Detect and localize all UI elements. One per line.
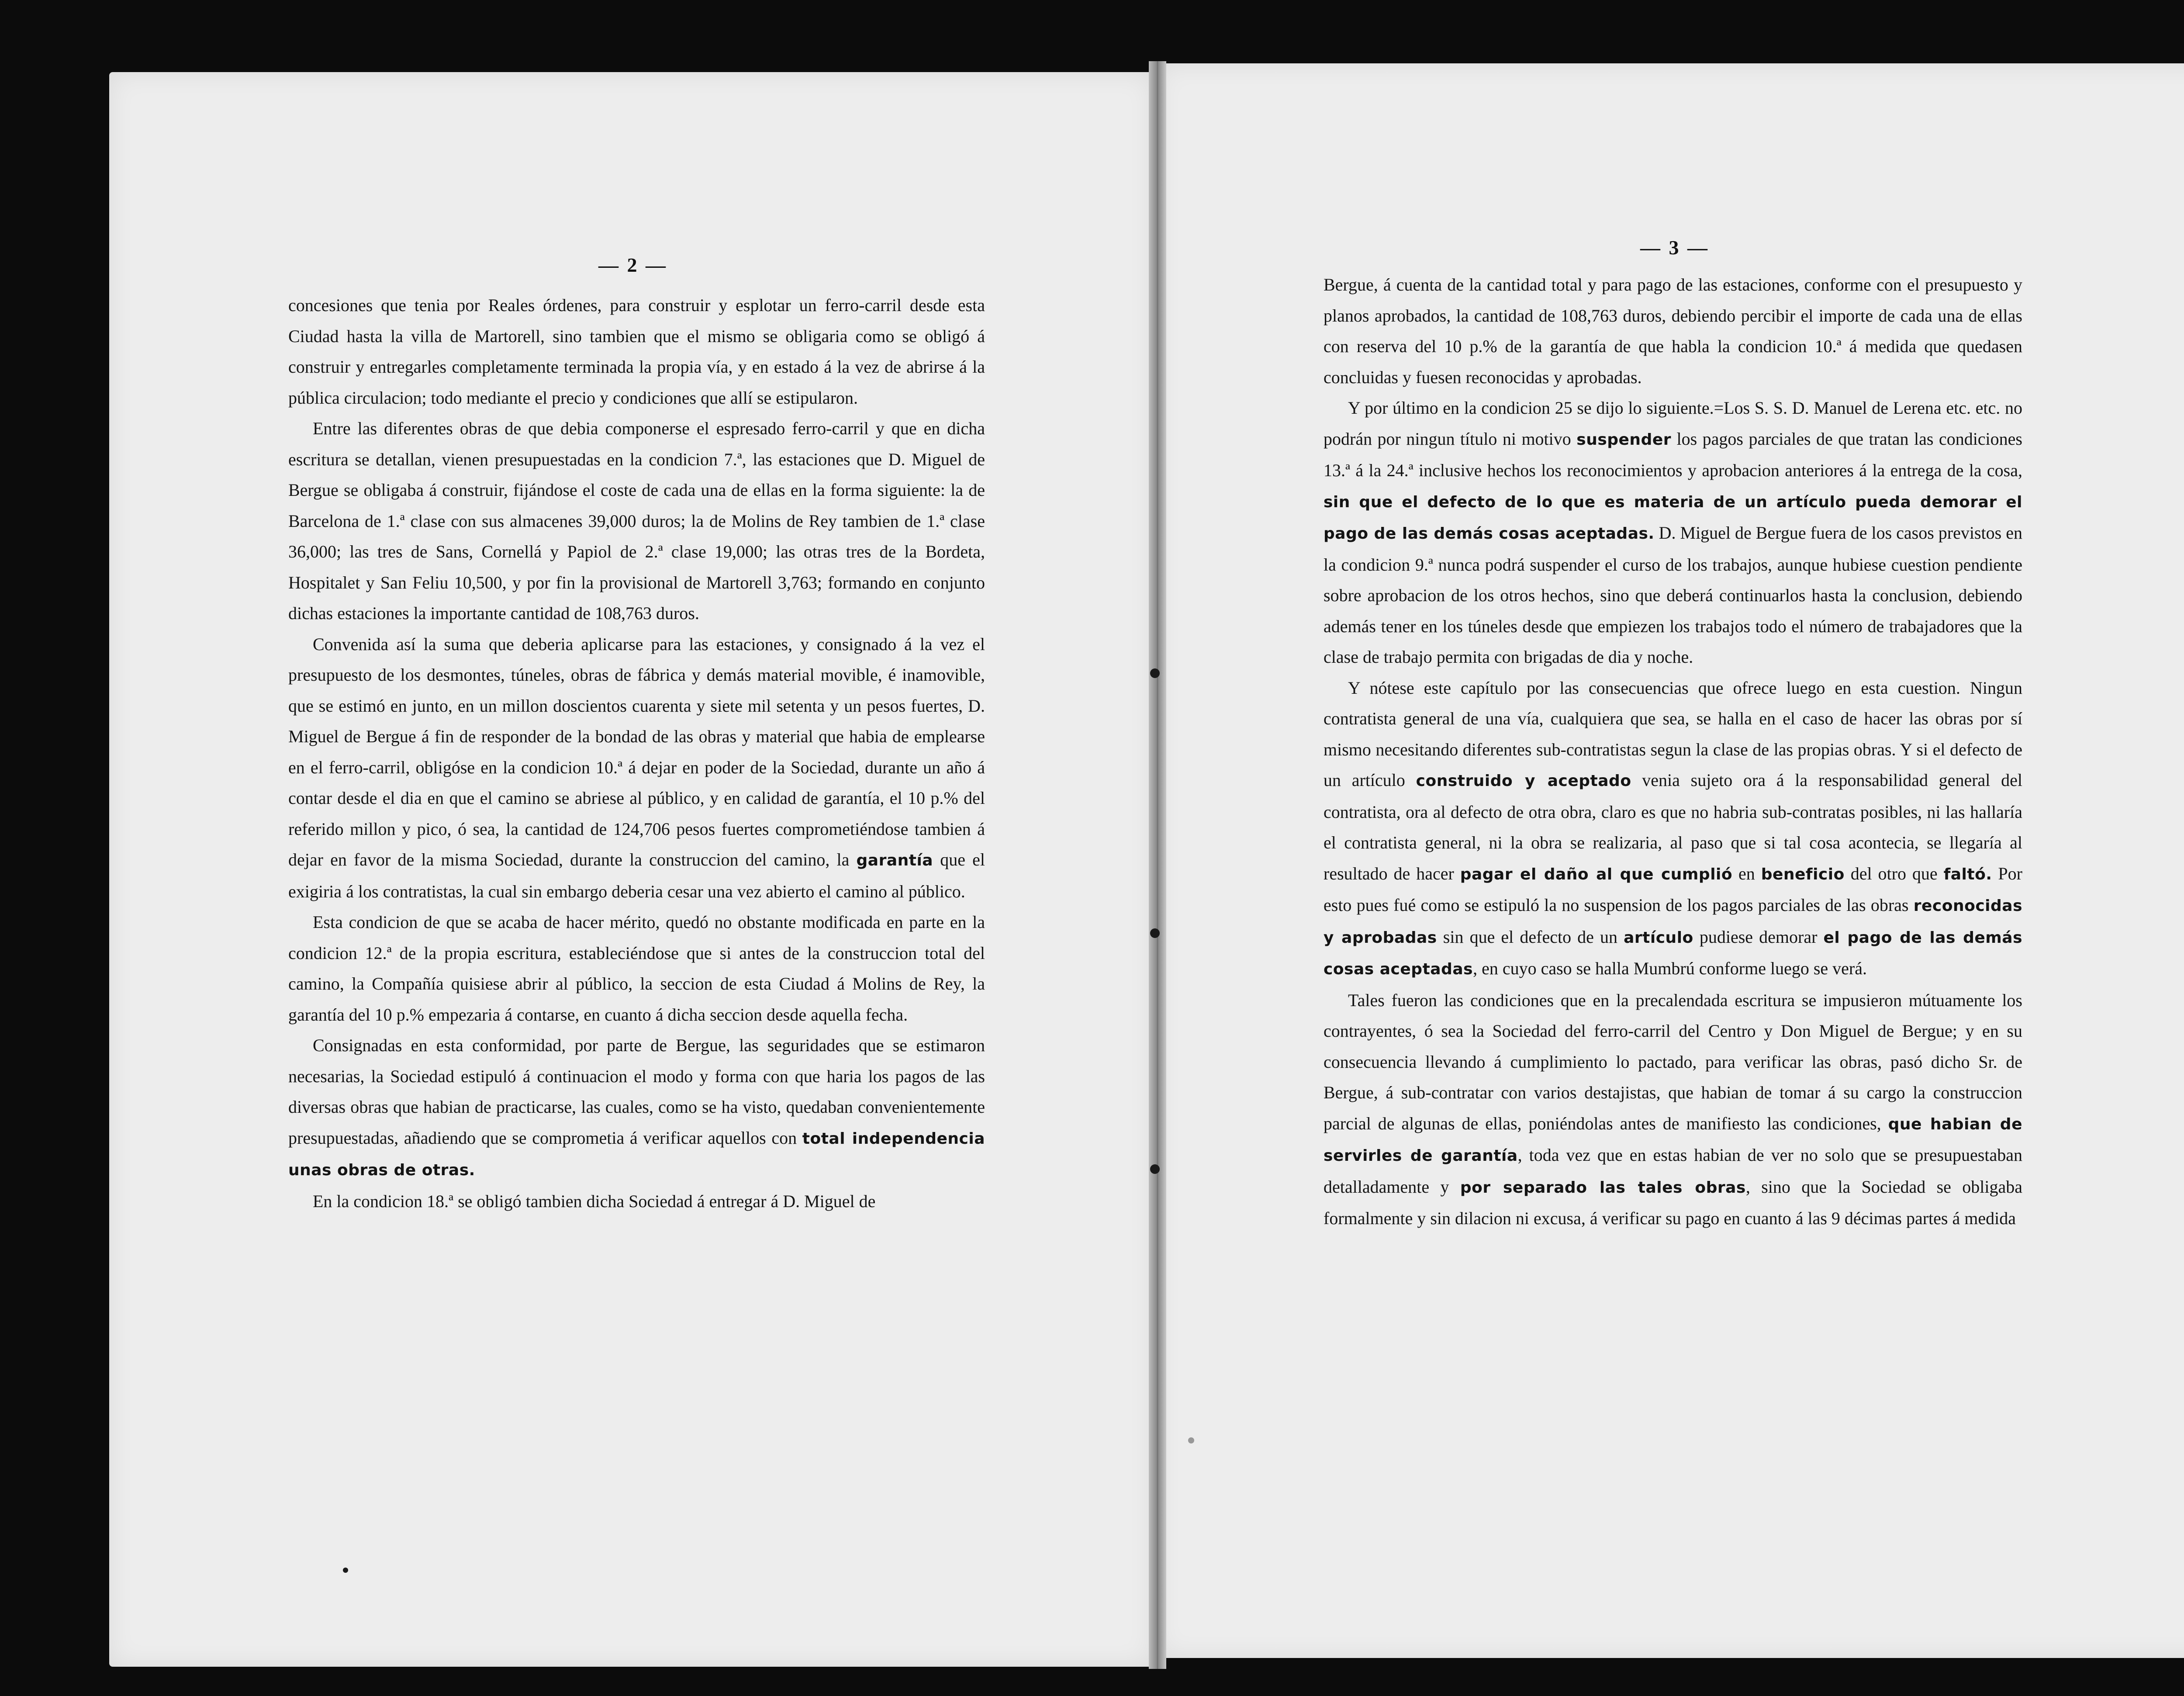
text-run: Y nótese este capítulo por las consecuencias que ofrece luego en esta cuestion. Ningun contratista general de una vía, cualquiera que sea, se halla en el caso de hacer las obras por sí mismo necesitando diferentes sub-contratistas segun la clase de las propias obras. Y si el defecto de un artículo	[1324, 678, 2022, 790]
emphasized-text: que habian de servirles de garantía	[1324, 1115, 2022, 1165]
page-number-right: — 3 —	[1640, 236, 1709, 259]
paragraph	[288, 629, 985, 907]
text-run: Esta condicion de que se acaba de hacer mérito, quedó no obstante modificada en parte en la condicion 12.ª de la propia escritura, estableciéndose que si antes de la construccion total del camino, la Compañía quisiese abrir al público, la seccion de esta Ciudad á Molins de Rey, la garantía del 10 p.% empezaria á contarse, en cuanto á dicha seccion desde aquella fecha.	[288, 912, 985, 1025]
text-run: , sino que la Sociedad se obligaba formalmente y sin dilacion ni excusa, á verificar su pago en cuanto á las 9 décimas partes á medida	[1324, 1177, 2022, 1228]
text-run: sin que el defecto de un	[1437, 927, 1624, 947]
book-gutter	[1149, 61, 1166, 1669]
text-run: Por esto pues fué como se estipuló la no suspension de los pagos parciales de las obras	[1324, 863, 2022, 915]
text-run: En la condicion 18.ª se obligó tambien dicha Sociedad á entregar á D. Miguel de	[313, 1191, 876, 1211]
text-run: que el exigiria á los contratistas, la cual sin embargo deberia cesar una vez abierto el camino al público.	[288, 850, 985, 901]
text-run: Convenida así la suma que deberia aplicarse para las estaciones, y consignado á la vez el presupuesto de los desmontes, túneles, obras de fábrica y demás material movible, é inamovible, que se estimó en junto, en un millon doscientos cuarenta y siete mil setenta y un pesos fuertes, D. Miguel de Bergue á fin de responder de la bondad de las obras y material que habia de emplearse en el ferro-carril, obligóse en la condicion 10.ª á dejar en poder de la Sociedad, durante un año á contar desde el dia en que el camino se abriese al público, y en calidad de garantía, el 10 p.% del referido millon y pico, ó sea, la cantidad de 124,706 pesos fuertes comprometiéndose tambien á dejar en favor de la misma Sociedad, durante la construccion del camino, la	[288, 634, 985, 869]
text-run: D. Miguel de Bergue fuera de los casos previstos en la condicion 9.ª nunca podrá suspender el curso de los trabajos, aunque hubiese cuestion pendiente sobre aprobacion de los otros hechos, sino que deberá continuarlos hasta la conclusion, debiendo además tener en los túneles desde que empiezen los trabajos todo el número de trabajadores que la clase de trabajo permita con brigadas de dia y noche.	[1324, 523, 2022, 667]
text-run: Tales fueron las condiciones que en la precalendada escritura se impusieron mútuamente los contrayentes, ó sea la Sociedad del ferro-carril del Centro y Don Miguel de Bergue; y en su consecuencia llevando á cumplimiento lo pactado, para verificar las obras, pasó dicho Sr. de Bergue, á sub-contratar con varios destajistas, que habian de tomar á su cargo la construccion parcial de algunas de ellas, poniéndolas antes de manifiesto las condiciones,	[1324, 990, 2022, 1133]
text-run: venia sujeto ora á la responsabilidad general del contratista, ora al defecto de otra obra, claro es que no habria sub-contratas posibles, ni las hallaría el contratista general, ni la obra se realizaria, al paso que si tal cosa acontecia, se llegaría al resultado de hacer	[1324, 770, 2022, 883]
left-page-text	[288, 290, 985, 1217]
text-run: los pagos parciales de que tratan las condiciones 13.ª á la 24.ª inclusive hechos los reconocimientos y aprobacion anteriores á la entrega de la cosa,	[1324, 429, 2022, 480]
emphasized-text: total independencia unas obras de otras.	[288, 1129, 985, 1179]
paragraph	[1324, 270, 2022, 393]
binding-mark	[1150, 668, 1160, 678]
paragraph	[1324, 393, 2022, 673]
emphasized-text: el pago de las demás cosas aceptadas	[1324, 928, 2022, 978]
binding-mark	[1188, 1437, 1194, 1443]
emphasized-text: garantía	[856, 851, 933, 869]
text-run: pudiese demorar	[1693, 927, 1824, 947]
binding-mark	[1150, 928, 1160, 938]
text-run: , en cuyo caso se halla Mumbrú conforme luego se verá.	[1473, 959, 1867, 978]
text-run: Y por último en la condicion 25 se dijo lo siguiente.=Los S. S. D. Manuel de Lerena etc. etc. no podrán por ningun título ni motivo	[1324, 398, 2022, 449]
emphasized-text: faltó.	[1943, 865, 1992, 883]
emphasized-text: suspender	[1576, 430, 1672, 449]
page-number-left: — 2 —	[598, 254, 667, 276]
binding-mark	[1150, 1164, 1160, 1174]
emphasized-text: construido y aceptado	[1416, 772, 1631, 790]
emphasized-text: beneficio	[1761, 865, 1845, 883]
text-run: , toda vez que en estas habian de ver no solo que se presupuestaban detalladamente y	[1324, 1145, 2022, 1197]
text-run: Bergue, á cuenta de la cantidad total y para pago de las estaciones, conforme con el presupuesto y planos aprobados, la cantidad de 108,763 duros, debiendo percibir el importe de cada una de ellas con reserva del 10 p.% de la garantía de que habla la condicion 10.ª á medida que quedasen concluidas y fuesen reconocidas y aprobadas.	[1324, 275, 2022, 387]
text-run: Consignadas en esta conformidad, por parte de Bergue, las seguridades que se estimaron necesarias, la Sociedad estipuló á continuacion el modo y forma con que haria los pagos de las diversas obras que habian de practicarse, las cuales, como se ha visto, quedaban convenientemente presupuestadas, añadiendo que se comprometia á verificar aquellos con	[288, 1035, 985, 1148]
binding-mark	[343, 1568, 348, 1573]
emphasized-text: pagar el daño al que cumplió	[1460, 865, 1733, 883]
paragraph	[288, 907, 985, 1030]
emphasized-text: sin que el defecto de lo que es materia de un artículo pueda demorar el pago de las demás cosas aceptadas.	[1324, 493, 2022, 543]
paragraph	[288, 1030, 985, 1186]
emphasized-text: por separado las tales obras	[1460, 1178, 1746, 1197]
paragraph	[288, 290, 985, 413]
right-page-text	[1324, 270, 2022, 1234]
emphasized-text: artículo	[1624, 928, 1693, 947]
paragraph	[288, 413, 985, 629]
text-run: Entre las diferentes obras de que debia componerse el espresado ferro-carril y que en dicha escritura se detallan, vienen presupuestadas en la condicion 7.ª, las estaciones que D. Miguel de Bergue se obligaba á construir, fijándose el coste de cada una de ellas en la forma siguiente: la de Barcelona de 1.ª clase con sus almacenes 39,000 duros; la de Molins de Rey tambien de 1.ª clase 36,000; las tres de Sans, Cornellá y Papiol de 2.ª clase 19,000; las otras tres de la Bordeta, Hospitalet y San Feliu 10,500, y por fin la provisional de Martorell 3,763; formando en conjunto dichas estaciones la importante cantidad de 108,763 duros.	[288, 419, 985, 623]
text-run: del otro que	[1844, 863, 1944, 883]
emphasized-text: reconocidas y aprobadas	[1324, 897, 2022, 947]
text-run: concesiones que tenia por Reales órdenes, para construir y esplotar un ferro-carril desde esta Ciudad hasta la villa de Martorell, sino tambien que el mismo se obligaria como se obligó á construir y entregarles completamente terminada la propia vía, y en estado á la vez de abrirse á la pública circulacion; todo mediante el precio y condiciones que allí se estipularon.	[288, 295, 985, 408]
paragraph	[1324, 673, 2022, 985]
text-run: en	[1732, 863, 1761, 883]
paragraph	[288, 1186, 985, 1217]
paragraph	[1324, 985, 2022, 1234]
